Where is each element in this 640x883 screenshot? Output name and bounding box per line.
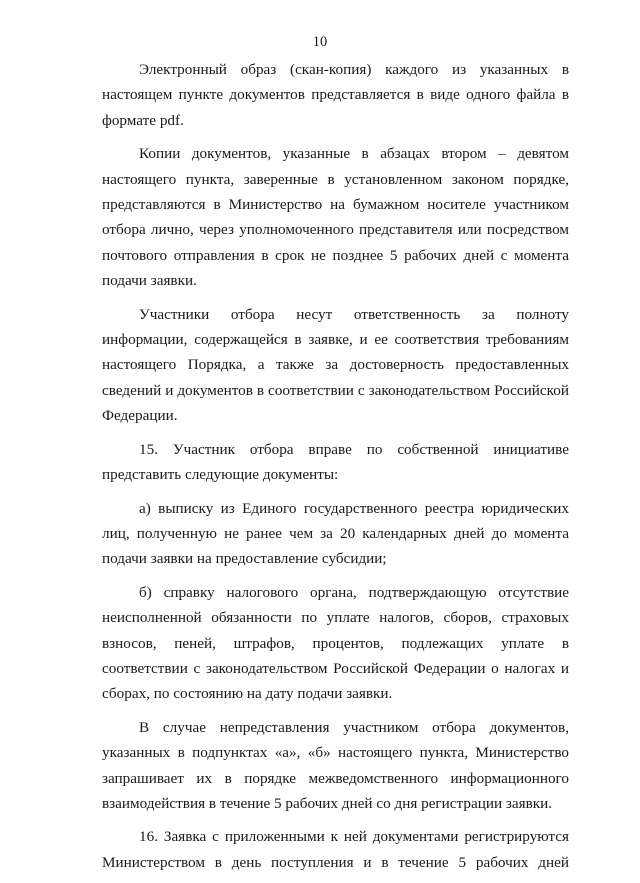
paragraph-item-16: 16. Заявка с приложенными к ней документами регистрируются Министерством в день поступления и в течение 5 рабочих дней <box>102 828 569 871</box>
paragraph-responsibility: Участники отбора несут ответственность за полноту информации, содержащейся в заявке, и ее соответствия требованиям настоящего Порядка, а также за достоверность предоставленных сведений и документов в соответствии с законодательством Российской Федерации. <box>102 305 569 425</box>
paragraph-document-copies: Копии документов, указанные в абзацах втором – девятом настоящего пункта, заверенные в установленном законом порядке, представляются в Министерство на бумажном носителе участником отбора лично, через уполномоченного представителя или посредством почтового отправления в срок не позднее 5 рабочих дней с момента подачи заявки. <box>102 145 569 290</box>
paragraph-item-15: 15. Участник отбора вправе по собственной инициативе представить следующие документы: <box>102 440 569 484</box>
paragraph-subitem-a: а) выписку из Единого государственного реестра юридических лиц, полученную не ранее чем за 20 календарных дней до момента подачи заявки на предоставление субсидии; <box>102 499 569 568</box>
page-number: 10 <box>312 34 328 50</box>
paragraph-interagency-request: В случае непредставления участником отбора документов, указанных в подпунктах «а», «б» настоящего пункта, Министерство запрашивает их в порядке межведомственного информационного взаимодействия в течение 5 рабочих дней со дня регистрации заявки. <box>102 718 569 812</box>
document-body <box>102 57 569 883</box>
paragraph-scan-copy: Электронный образ (скан-копия) каждого из указанных в настоящем пункте документов представляется в виде одного файла в формате pdf. <box>102 61 569 129</box>
paragraph-subitem-b: б) справку налогового органа, подтверждающую отсутствие неисполненной обязанности по уплате налогов, сборов, страховых взносов, пеней, штрафов, процентов, подлежащих уплате в соответствии с законодательством Российской Федерации о налогах и сборах, по состоянию на дату подачи заявки. <box>102 583 569 703</box>
